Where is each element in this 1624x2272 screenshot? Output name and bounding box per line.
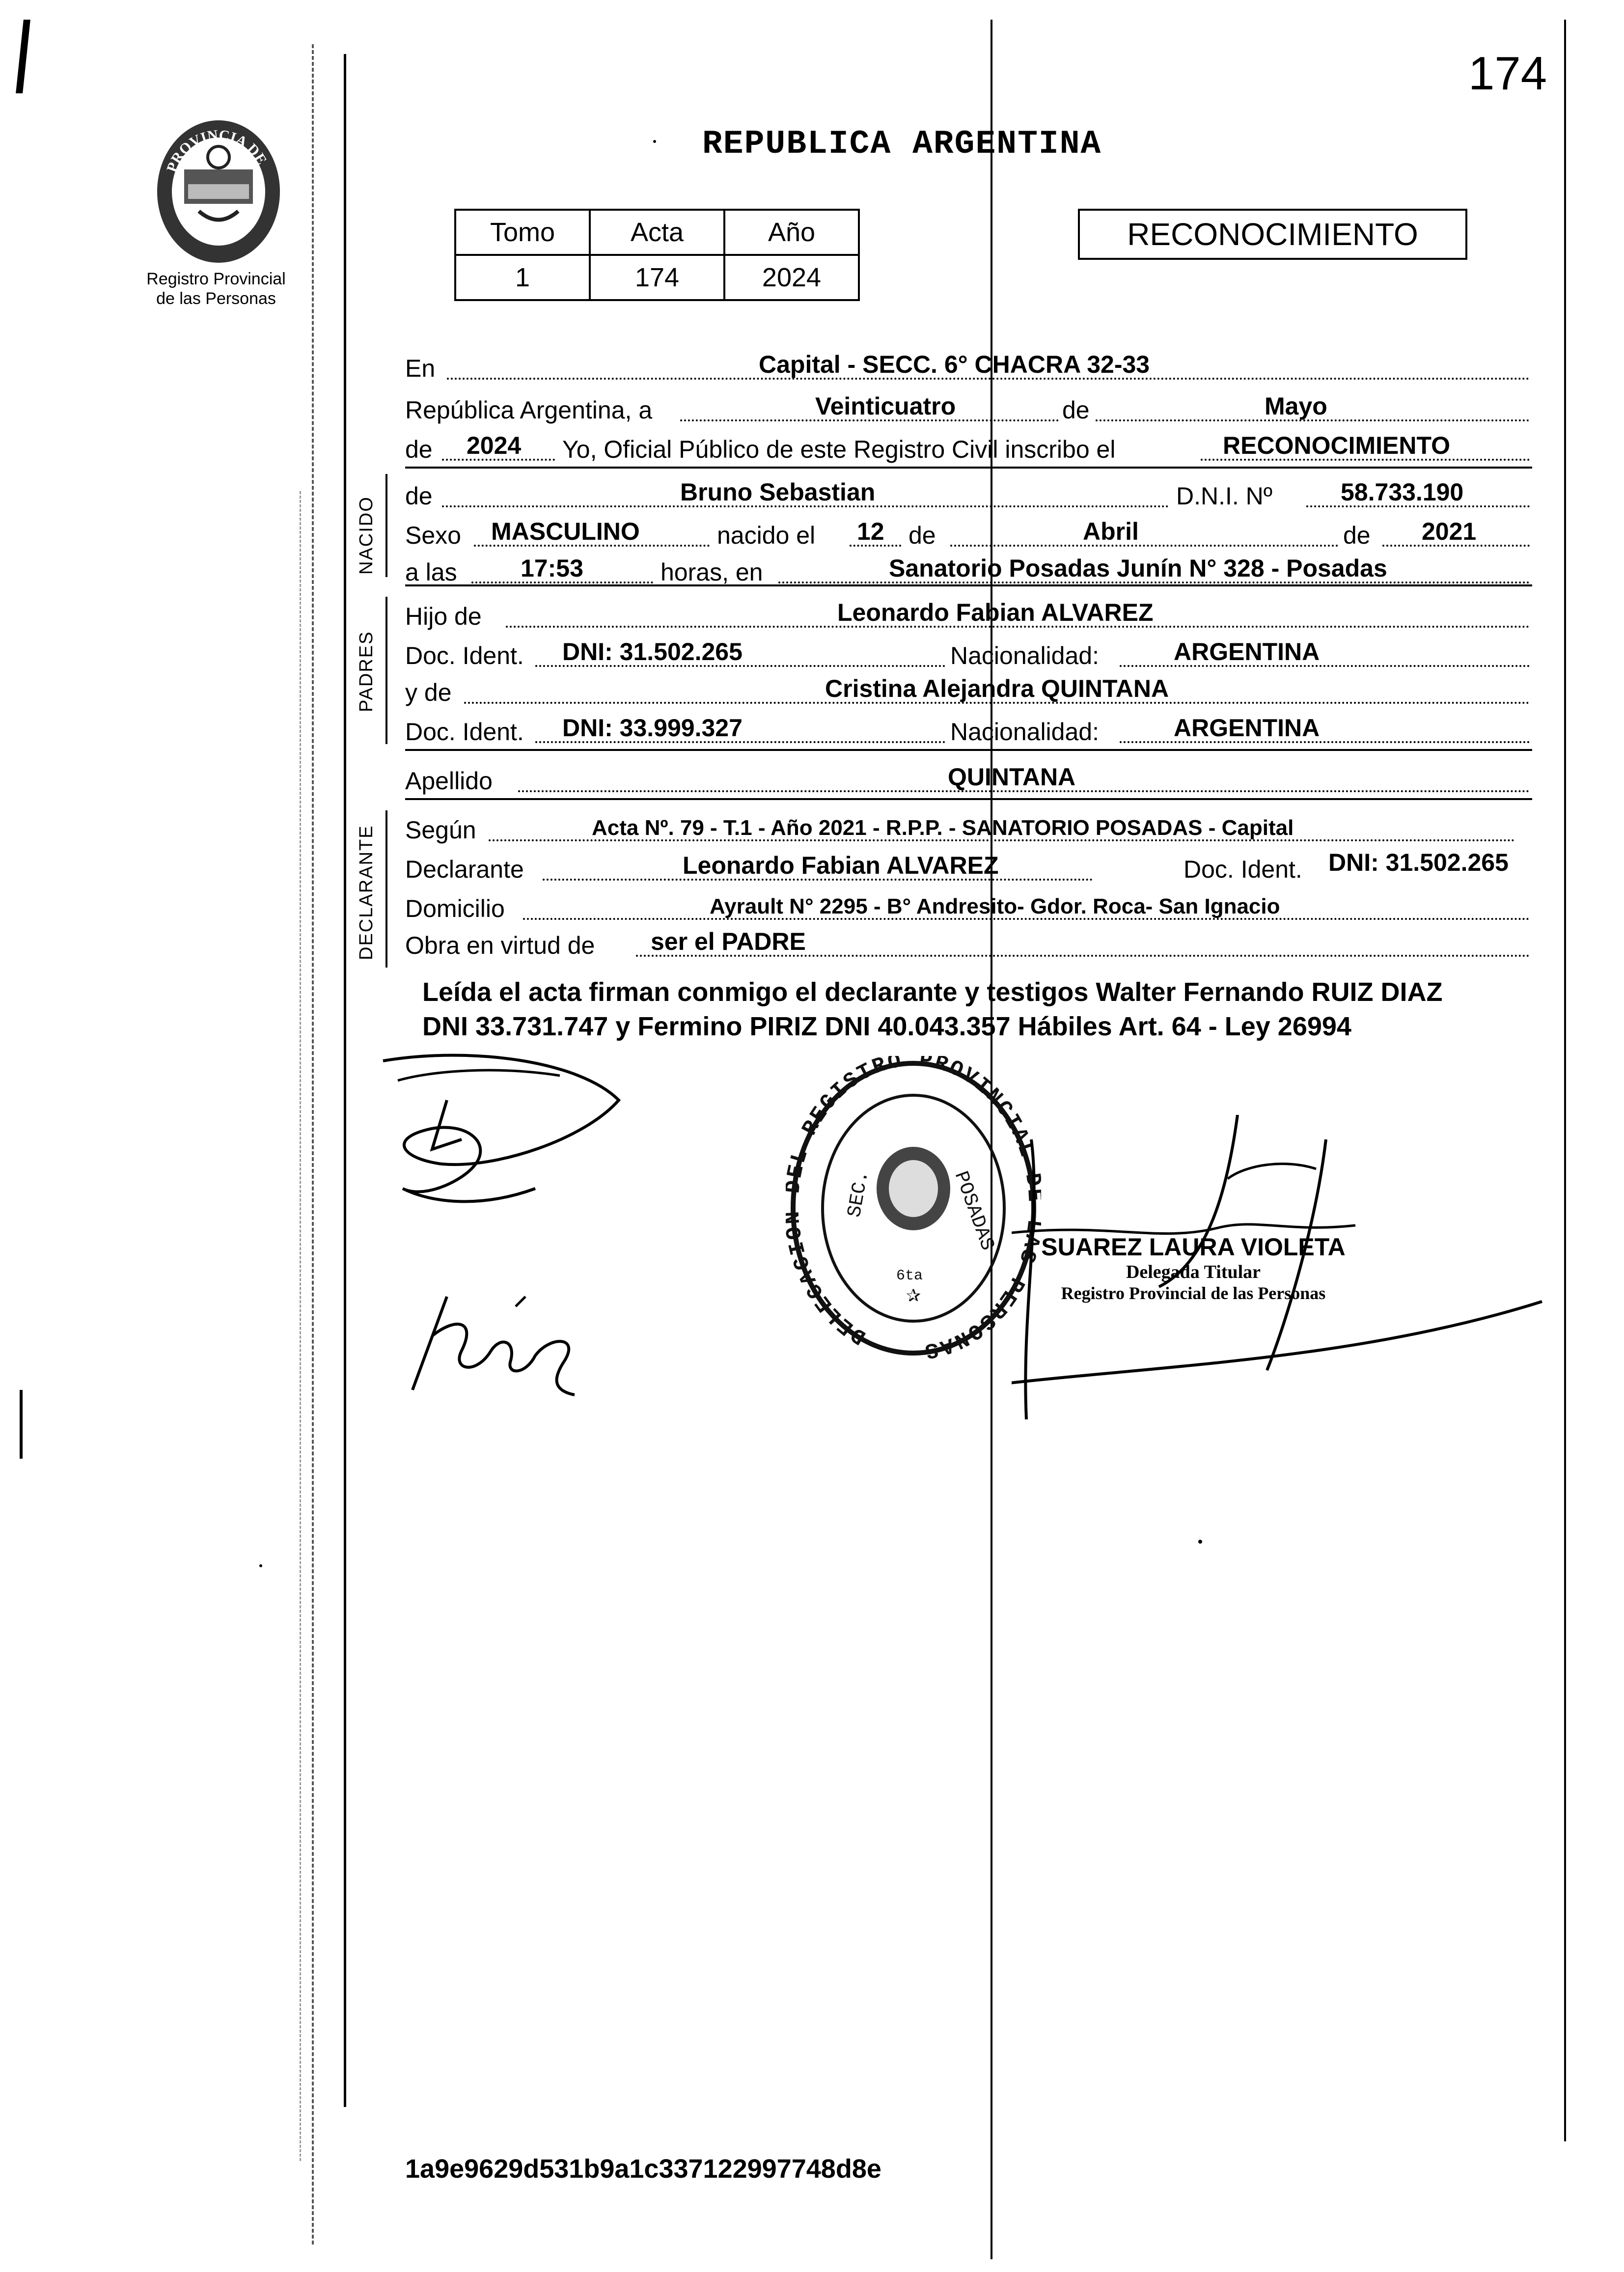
- dni-label: D.N.I. Nº: [1176, 482, 1273, 510]
- row-republica: [405, 388, 1530, 427]
- de-label: de: [405, 436, 433, 463]
- anio-value: 2021: [1422, 518, 1477, 545]
- en-value: Capital - SECC. 6° CHACRA 32-33: [759, 351, 1150, 378]
- tomo-value: 1: [455, 255, 590, 300]
- declarante-signature: [373, 1041, 648, 1238]
- row-obra: [405, 923, 1530, 963]
- padre-doc-value: DNI: 31.502.265: [562, 638, 743, 665]
- section-bracket: [385, 474, 387, 577]
- witness-signature: [403, 1277, 609, 1405]
- segun-label: Según: [405, 816, 476, 844]
- section-bracket: [385, 597, 387, 744]
- section-divider: [405, 798, 1532, 800]
- stamp-star-icon: ✰: [906, 1285, 921, 1305]
- row-madre-doc: [405, 710, 1530, 749]
- scan-speck: [1198, 1540, 1202, 1544]
- alas-label: a las: [405, 558, 457, 586]
- document-title: REPUBLICA ARGENTINA: [702, 125, 1102, 163]
- closing-line1: Leída el acta firman conmigo el declarante y testigos Walter Fernando RUIZ DIAZ: [422, 977, 1443, 1007]
- perforation-line: [312, 44, 314, 2244]
- reference-table: [454, 209, 860, 301]
- logo-caption-line1: Registro Provincial: [146, 270, 286, 288]
- stamp-ring-text: DELEGACI L REGISTRO PROVINCIAL S PERSONAS: [786, 1056, 1041, 1360]
- oficial-label: Yo, Oficial Público de este Registro Civil inscribo el: [562, 436, 1116, 463]
- section-padres-label: PADRES: [356, 631, 377, 712]
- scan-speck: [259, 1564, 262, 1567]
- lugar-value: Sanatorio Posadas Junín N° 328 - Posadas: [889, 554, 1387, 582]
- declarante-value: Leonardo Fabian ALVAREZ: [683, 852, 999, 879]
- edge-mark: [20, 1390, 23, 1459]
- official-role: Delegada Titular: [1126, 1262, 1261, 1282]
- doc-label: Doc. Ident.: [1184, 856, 1302, 883]
- de-label: de: [405, 482, 433, 510]
- stamp-inner-bottom: 6ta: [896, 1268, 923, 1284]
- dni-value: 58.733.190: [1341, 478, 1464, 506]
- row-padre: [405, 594, 1530, 634]
- anio-header: Año: [724, 210, 859, 255]
- right-edge-line: [1564, 20, 1566, 2141]
- corner-mark: [16, 20, 30, 93]
- segun-value: Acta Nº. 79 - T.1 - Año 2021 - R.P.P. - SANATORIO POSADAS - Capital: [592, 816, 1294, 840]
- mes-value: Abril: [1083, 518, 1139, 545]
- official-stamp: [786, 1056, 1041, 1360]
- stamp-inner-left: SEC.: [844, 1168, 874, 1219]
- document-hash: 1a9e9629d531b9a1c337122997748d8e: [405, 2154, 881, 2184]
- acta-value: 174: [590, 255, 724, 300]
- madre-value: Cristina Alejandra QUINTANA: [825, 675, 1169, 702]
- logo-caption-line2: de las Personas: [156, 289, 276, 308]
- obra-value: ser el PADRE: [651, 928, 806, 955]
- logo-arc-bottom: MISIONES: [183, 205, 260, 241]
- hijo-de-label: Hijo de: [405, 603, 482, 630]
- de-label: de: [1343, 522, 1371, 549]
- mes-value: Mayo: [1265, 392, 1327, 420]
- dia-value: Veinticuatro: [815, 392, 956, 420]
- row-madre: [405, 670, 1530, 710]
- row-padre-doc: [405, 634, 1530, 673]
- page-number: 174: [1468, 47, 1547, 100]
- logo-caption: [133, 269, 300, 308]
- de-label: de: [908, 522, 936, 549]
- dia-value: 12: [857, 518, 884, 545]
- dotted-line: [680, 419, 1530, 421]
- row-apellido: [405, 759, 1530, 798]
- scan-speck: [653, 140, 656, 143]
- madre-nac-value: ARGENTINA: [1174, 714, 1320, 742]
- logo-arc-top: PROVINCIA DE: [163, 127, 270, 174]
- section-divider: [405, 749, 1532, 751]
- row-nacido-nombre: [405, 474, 1530, 513]
- doc-label: Doc. Ident.: [405, 642, 524, 669]
- padre-value: Leonardo Fabian ALVAREZ: [837, 599, 1154, 626]
- perforation-line: [300, 491, 301, 2161]
- nombre-value: Bruno Sebastian: [680, 478, 876, 506]
- madre-doc-value: DNI: 33.999.327: [562, 714, 743, 742]
- row-nacido-sexo: [405, 513, 1530, 553]
- acta-header: Acta: [590, 210, 724, 255]
- section-divider: [405, 467, 1532, 469]
- anio-value: 2024: [467, 432, 522, 459]
- domicilio-label: Domicilio: [405, 895, 505, 922]
- row-segun: [405, 808, 1530, 847]
- republica-label: República Argentina, a: [405, 396, 653, 424]
- hora-value: 17:53: [521, 554, 583, 582]
- nacido-el-label: nacido el: [717, 522, 816, 549]
- row-nacido-hora: [405, 550, 1530, 589]
- record-type-box: RECONOCIMIENTO: [1078, 209, 1467, 260]
- inscribo-value: RECONOCIMIENTO: [1223, 432, 1450, 459]
- dotted-line: [950, 545, 1338, 547]
- province-logo: [150, 111, 287, 268]
- anio-value: 2024: [724, 255, 859, 300]
- row-declarante: [405, 847, 1530, 887]
- official-name: SUAREZ LAURA VIOLETA: [1041, 1233, 1346, 1261]
- tomo-header: Tomo: [455, 210, 590, 255]
- en-label: En: [405, 355, 436, 382]
- official-office: Registro Provincial de las Personas: [1061, 1283, 1326, 1303]
- official-name-block: [1021, 1233, 1365, 1303]
- apellido-value: QUINTANA: [948, 763, 1076, 791]
- y-de-label: y de: [405, 679, 452, 706]
- section-bracket: [385, 810, 387, 968]
- padre-nac-value: ARGENTINA: [1174, 638, 1320, 665]
- section-divider: [405, 584, 1532, 586]
- closing-statement: [422, 975, 1552, 1044]
- declarante-label: Declarante: [405, 856, 524, 883]
- nacionalidad-label: Nacionalidad:: [950, 718, 1099, 746]
- closing-line2: DNI 33.731.747 y Fermino PIRIZ DNI 40.043.357 Hábiles Art. 64 - Ley 26994: [422, 1012, 1351, 1041]
- row-domicilio: [405, 887, 1530, 926]
- obra-label: Obra en virtud de: [405, 932, 595, 959]
- nacionalidad-label: Nacionalidad:: [950, 642, 1099, 669]
- de-label: de: [1058, 396, 1094, 424]
- sexo-label: Sexo: [405, 522, 461, 549]
- section-nacido-label: NACIDO: [356, 496, 377, 575]
- row-anio: [405, 427, 1530, 467]
- section-declarante-label: DECLARANTE: [356, 825, 377, 960]
- declarante-doc-value: DNI: 31.502.265: [1328, 849, 1509, 876]
- domicilio-value: Ayrault N° 2295 - B° Andresito- Gdor. Roca- San Ignacio: [710, 894, 1280, 918]
- doc-label: Doc. Ident.: [405, 718, 524, 746]
- margin-rule: [344, 54, 346, 2107]
- sexo-value: MASCULINO: [491, 518, 640, 545]
- horas-en-label: horas, en: [661, 558, 763, 586]
- apellido-label: Apellido: [405, 767, 493, 795]
- stamp-inner-right: POSADAS: [949, 1168, 998, 1254]
- row-en: [405, 346, 1530, 386]
